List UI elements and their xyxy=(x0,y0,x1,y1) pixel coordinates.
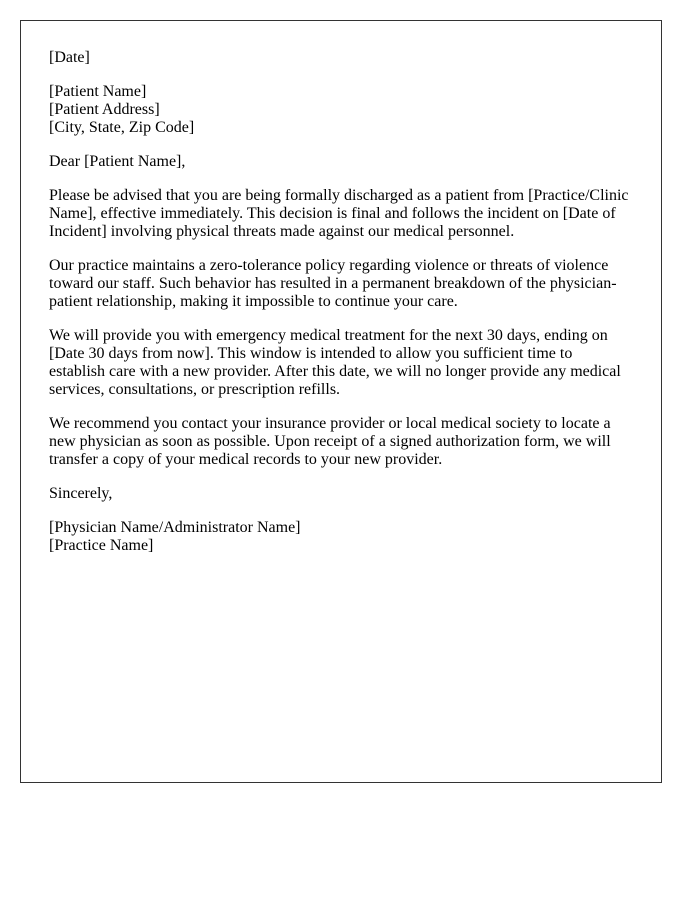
letter-date: [Date] xyxy=(49,49,90,66)
signer-name: [Physician Name/Administrator Name] xyxy=(49,519,301,536)
recipient-name: [Patient Name] xyxy=(49,83,147,100)
recipient-street: [Patient Address] xyxy=(49,101,160,118)
letter-page xyxy=(20,20,662,783)
signature-block xyxy=(49,519,632,555)
body-paragraph: Our practice maintains a zero-tolerance policy regarding violence or threats of violence toward our staff. Such behavior has resulted in a permanent breakdown of the physician-patient relationship, making it impossible to continue your care. xyxy=(49,257,617,310)
salutation: Dear [Patient Name], xyxy=(49,153,186,170)
recipient-city: [City, State, Zip Code] xyxy=(49,119,195,136)
closing: Sincerely, xyxy=(49,485,113,502)
recipient-address xyxy=(49,83,632,137)
body-paragraph: Please be advised that you are being formally discharged as a patient from [Practice/Clinic Name], effective immediately. This decision is final and follows the incident on [Date of Incident] involving physical threats made against our medical personnel. xyxy=(49,187,629,240)
practice-name: [Practice Name] xyxy=(49,537,154,554)
body-paragraph: We recommend you contact your insurance provider or local medical society to locate a new physician as soon as possible. Upon receipt of a signed authorization form, we will transfer a copy of your medical records to your new provider. xyxy=(49,415,611,468)
body-paragraph: We will provide you with emergency medical treatment for the next 30 days, ending on [Date 30 days from now]. This window is intended to allow you sufficient time to establish care with a new provider. After this date, we will no longer provide any medical services, consultations, or prescription refills. xyxy=(49,327,621,398)
